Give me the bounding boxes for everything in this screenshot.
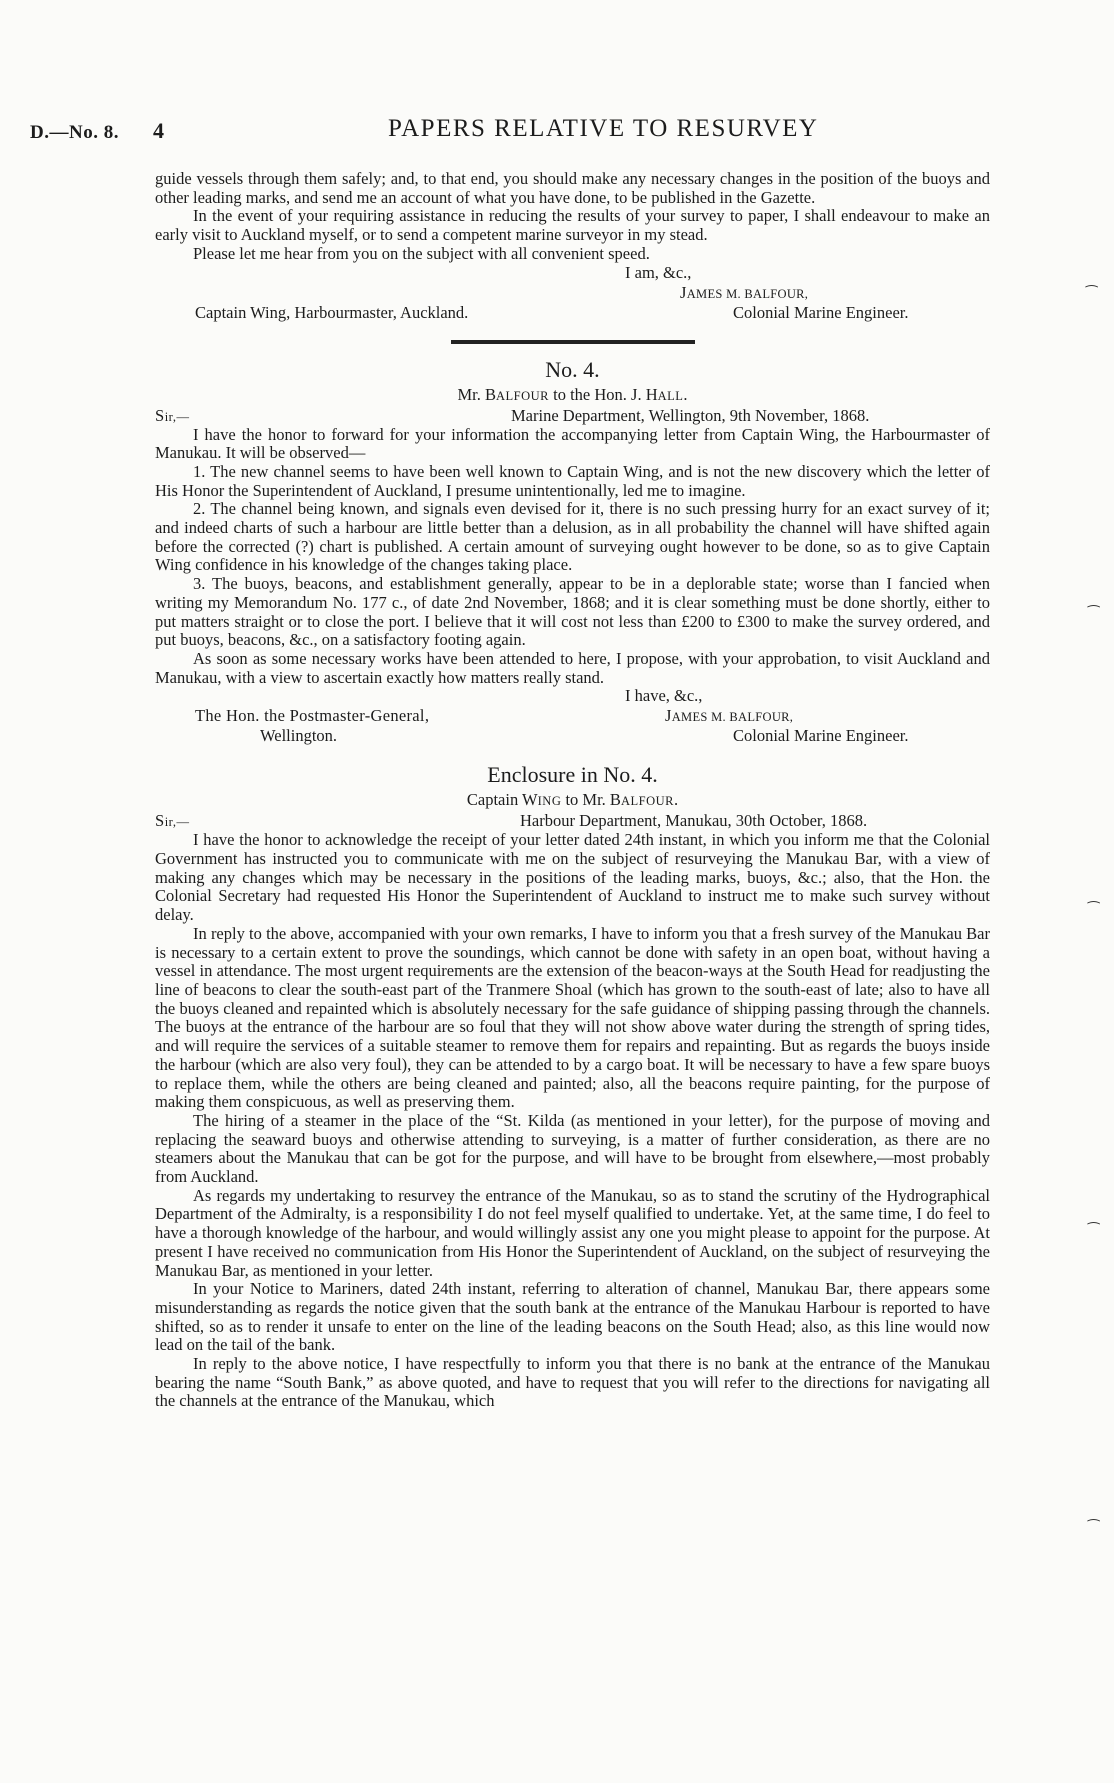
margin-mark: ⁀	[1088, 1521, 1100, 1536]
paragraph: 2. The channel being known, and signals even devised for it, there is no such pressing hurry for an exact survey of it; and indeed charts of such a harbour are little better than a delusion, as in all probability the channel will have shifted again before the corrected (?) chart is published. A certain amount of surveying ought however to be done, so as to give Captain Wing confidence in his knowledge of the changes taking place.	[155, 499, 990, 575]
paragraph: The hiring of a steamer in the place of the “St. Kilda (as mentioned in your letter), for the purpose of moving and replacing the seaward buoys and otherwise attending to surveying, is a matter of further consideration, as there are no steamers about the Manukau that can be got for the purpose, and will have to be brought from elsewhere,—most probably from Auckland.	[155, 1110, 990, 1187]
enclosure-from-to: Captain WING to Mr. BALFOUR.	[466, 790, 679, 810]
signatory-title: Colonial Marine Engineer.	[733, 302, 909, 322]
margin-mark: ⁀	[1088, 1224, 1100, 1239]
paragraph: I have the honor to acknowledge the receipt of your letter dated 24th instant, in which you inform me that the Colonial Government has instructed you to communicate with me on the subject of resurveying the Manukau Bar, with a view of making any changes which may be necessary in the positions of the leading marks, buoys, &c.; also, that the Hon. the Colonial Secretary had requested His Honor the Superintendent of Auckland to instruct me to make such survey without delay.	[155, 830, 990, 925]
salutation-row	[155, 812, 990, 831]
paragraph: As soon as some necessary works have been attended to here, I propose, with your approbation, to visit Auckland and Manukau, with a view to ascertain exactly how matters really stand.	[155, 648, 990, 687]
enclosure-heading: Enclosure in No. 4.	[487, 762, 658, 788]
paragraph: In the event of your requiring assistance in reducing the results of your survey to paper, I shall endeavour to make an early visit to Auckland myself, or to send a competent marine surveyor in my stead.	[155, 206, 990, 245]
paragraph: Please let me hear from you on the subject with all convenient speed.	[193, 243, 650, 263]
paragraph: In your Notice to Mariners, dated 24th instant, referring to alteration of channel, Manukau Bar, there appears some misunderstanding as regards the notice given that the south bank at the entrance of the Manukau Harbour is reported to have shifted, so as to render it unsafe to enter on the line of the leading beacons on the South Head; also, as this line would now lead on the tail of the bank.	[155, 1279, 990, 1355]
letter-date: Harbour Department, Manukau, 30th October, 1868.	[520, 811, 868, 831]
document-reference: D.—No. 8.	[30, 122, 119, 143]
letter-continuation	[155, 170, 990, 324]
address-row	[155, 727, 990, 747]
addressee: Captain Wing, Harbourmaster, Auckland.	[195, 302, 469, 322]
paragraph: 3. The buoys, beacons, and establishment generally, appear to be in a deplorable state; worse than I fancied when writing my Memorandum No. 177 c., of date 2nd November, 1868; and it is clear something must be done shortly, either to put matters straight or to close the port. I believe that it will cost not less than £200 to £300 to make the survey ordered, and put buoys, beacons, &c., on a satisfactory footing again.	[155, 574, 990, 650]
signatory: JAMES M. BALFOUR,	[680, 282, 809, 302]
salutation-row	[155, 407, 990, 426]
paragraph: 1. The new channel seems to have been well known to Captain Wing, and is not the new discovery which the letter of His Honor the Superintendent of Auckland, I presume unintentionally, led me to imagine.	[155, 461, 990, 500]
salutation: Sir,—	[155, 405, 190, 425]
signature-row	[155, 707, 990, 727]
letter-heading: No. 4.	[545, 356, 600, 382]
paragraph: In reply to the above notice, I have respectfully to inform you that there is no bank at the entrance of the Manukau bearing the name “South Bank,” as above quoted, and have to request that you will refer to the directions for navigating all the channels at the entrance of the Manukau, which	[155, 1354, 990, 1411]
page-title: PAPERS RELATIVE TO RESURVEY	[388, 115, 819, 142]
letter-no-4	[155, 358, 990, 748]
addressee-city: Wellington.	[260, 726, 338, 746]
paragraph: guide vessels through them safely; and, to that end, you should make any necessary changes in the position of the buoys and other leading marks, and send me an account of what you have done, to be published in the Gazette.	[155, 169, 990, 207]
letter-from-to: Mr. BALFOUR to the Hon. J. HALL.	[457, 384, 688, 404]
address-row	[155, 304, 990, 324]
letter-date: Marine Department, Wellington, 9th November, 1868.	[511, 405, 870, 425]
paragraph: I have the honor to forward for your information the accompanying letter from Captain Wing, the Harbourmaster of Manukau. It will be observed—	[155, 424, 990, 463]
closing: I am, &c.,	[625, 262, 692, 282]
closing: I have, &c.,	[625, 686, 703, 706]
margin-mark: ⁀	[1086, 287, 1098, 302]
closing-row	[155, 687, 990, 707]
spacer	[155, 747, 990, 763]
signatory-title: Colonial Marine Engineer.	[733, 726, 909, 746]
margin-mark: ⁀	[1088, 903, 1100, 918]
page-number: 4	[153, 118, 164, 143]
paragraph: As regards my undertaking to resurvey the entrance of the Manukau, so as to stand the scrutiny of the Hydrographical Department of the Admiralty, is a responsibility I do not feel myself qualified to undertake. Yet, at the same time, I do feel to have a thorough knowledge of the harbour, and would willingly assist any one you might please to appoint for the purpose. At present I have received no communication from His Honor the Superintendent of Auckland, on the subject of resurveying the Manukau Bar, as mentioned in your letter.	[155, 1185, 990, 1280]
salutation: Sir,—	[155, 811, 190, 831]
paragraph: In reply to the above, accompanied with your own remarks, I have to inform you that a fresh survey of the Manukau Bar is necessary to a certain extent to prove the soundings, which cannot be done with safety in an open boat, without having a vessel in attendance. The most urgent requirements are the extension of the beacon-ways at the South Head for readjusting the line of beacons to clear the south-east part of the Tranmere Shoal (which has grown to the south-east of late; also to have all the buoys cleaned and repainted which is absolutely necessary for the safe guidance of shipping passing through the channels. The buoys at the entrance of the harbour are so foul that they will not show above water during the strength of spring tides, and will require the services of a suitable steamer to remove them for repairs and repainting. But as regards the buoys inside the harbour (which are also very foul), they can be attended to by a cargo boat. It will be necessary to have a few spare buoys to replace them, while the others are being cleaned and painted; also, all the beacons require painting, for the purpose of making them conspicuous, as well as preserving them.	[155, 923, 990, 1112]
page-header	[30, 115, 1030, 154]
signatory: JAMES M. BALFOUR,	[665, 706, 794, 726]
page-body	[155, 170, 990, 1411]
enclosure-no-4	[155, 763, 990, 1411]
closing-row	[155, 264, 990, 284]
margin-mark: ⁀	[1088, 607, 1100, 622]
addressee: The Hon. the Postmaster-General,	[195, 706, 430, 726]
signature-row	[155, 284, 990, 304]
section-divider	[451, 340, 695, 344]
